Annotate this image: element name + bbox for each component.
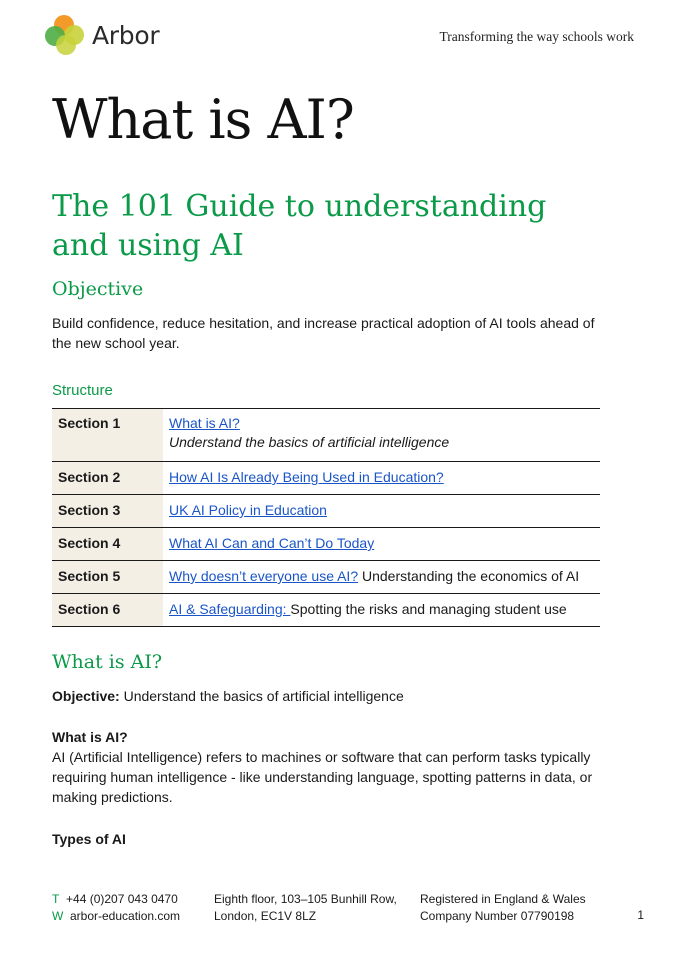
section-1-heading: What is AI? bbox=[52, 651, 163, 673]
phone-label: T bbox=[52, 892, 60, 906]
what-is-ai-text: AI (Artificial Intelligence) refers to machines or software that can perform tasks typically requiring human intelligence - like understanding language, spotting patterns in data, or making predictions. bbox=[52, 749, 593, 805]
section-label: Section 3 bbox=[52, 495, 163, 528]
section-description bbox=[163, 409, 600, 462]
page-title: What is AI? bbox=[52, 88, 354, 151]
section-1-detail: Understand the basics of artificial intelligence bbox=[169, 434, 450, 450]
page-number: 1 bbox=[637, 908, 644, 922]
section-description bbox=[163, 495, 600, 528]
address-line-1: Eighth floor, 103–105 Bunhill Row, bbox=[214, 892, 397, 906]
section-description bbox=[163, 561, 600, 594]
section-3-link[interactable]: UK AI Policy in Education bbox=[169, 502, 327, 518]
section-1-objective bbox=[52, 686, 612, 706]
footer-contact bbox=[52, 891, 180, 925]
table-row bbox=[52, 528, 600, 561]
objective-label: Objective: bbox=[52, 688, 120, 704]
arbor-logo-icon bbox=[44, 14, 86, 56]
section-label: Section 2 bbox=[52, 462, 163, 495]
registration-line-1: Registered in England & Wales bbox=[420, 892, 586, 906]
table-row bbox=[52, 594, 600, 627]
types-of-ai-heading: Types of AI bbox=[52, 831, 126, 847]
section-label: Section 4 bbox=[52, 528, 163, 561]
table-row bbox=[52, 495, 600, 528]
table-row bbox=[52, 561, 600, 594]
address-line-2: London, EC1V 8LZ bbox=[214, 909, 317, 923]
arbor-logo bbox=[44, 14, 159, 56]
structure-table bbox=[52, 408, 600, 627]
footer-registration bbox=[420, 891, 586, 925]
table-row bbox=[52, 409, 600, 462]
section-5-link[interactable]: Why doesn’t everyone use AI? bbox=[169, 568, 359, 584]
table-row bbox=[52, 462, 600, 495]
structure-heading: Structure bbox=[52, 382, 113, 399]
what-is-ai-heading: What is AI? bbox=[52, 729, 128, 745]
section-1-link[interactable]: What is AI? bbox=[169, 415, 240, 431]
section-description bbox=[163, 594, 600, 627]
objective-value: Understand the basics of artificial intelligence bbox=[119, 688, 404, 704]
section-description bbox=[163, 528, 600, 561]
section-6-rest: Spotting the risks and managing student use bbox=[290, 601, 567, 617]
tagline: Transforming the way schools work bbox=[439, 29, 634, 44]
registration-line-2: Company Number 07790198 bbox=[420, 909, 575, 923]
section-description bbox=[163, 462, 600, 495]
section-label: Section 6 bbox=[52, 594, 163, 627]
objective-text: Build confidence, reduce hesitation, and increase practical adoption of AI tools ahead of the new school year. bbox=[52, 315, 595, 351]
section-label: Section 1 bbox=[52, 409, 163, 462]
phone-number: +44 (0)207 043 0470 bbox=[66, 892, 178, 906]
objective-heading: Objective bbox=[52, 278, 144, 300]
brand-name: Arbor bbox=[92, 20, 160, 50]
website-link[interactable]: arbor-education.com bbox=[70, 909, 181, 923]
page-subtitle: The 101 Guide to understanding and using AI bbox=[52, 189, 547, 263]
section-6-link[interactable]: AI & Safeguarding: bbox=[169, 601, 291, 617]
section-4-link[interactable]: What AI Can and Can’t Do Today bbox=[169, 535, 375, 551]
section-2-link[interactable]: How AI Is Already Being Used in Education? bbox=[169, 469, 444, 485]
section-label: Section 5 bbox=[52, 561, 163, 594]
web-label: W bbox=[52, 909, 64, 923]
section-5-rest: Understanding the economics of AI bbox=[358, 568, 580, 584]
footer-address bbox=[214, 891, 397, 925]
